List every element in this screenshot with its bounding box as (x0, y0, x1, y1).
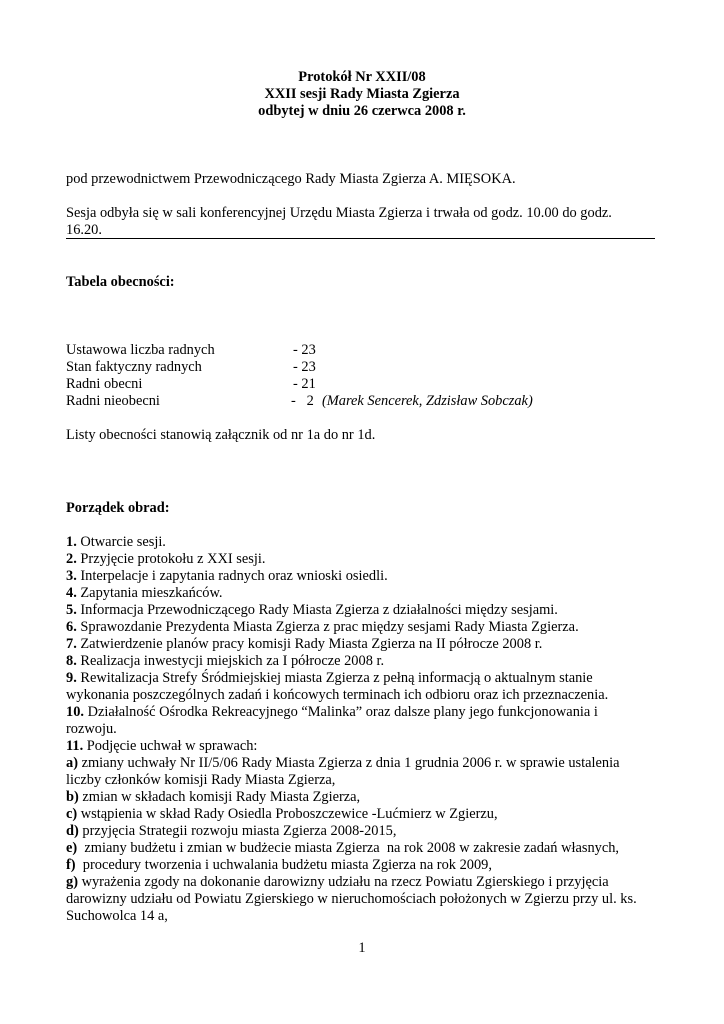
agenda-item (66, 551, 265, 568)
agenda-item (66, 670, 593, 687)
agenda-item-text: zmian w składach komisji Rady Miasta Zgierza, (78, 789, 361, 805)
agenda-item-continuation (66, 721, 117, 738)
attendance-value-absent: - 2 (291, 393, 314, 409)
agenda-item-text: Zapytania mieszkańców. (76, 585, 223, 601)
agenda-item-text: Interpelacje i zapytania radnych oraz wnioski osiedli. (76, 568, 388, 584)
agenda-item-text: Podjęcie uchwał w sprawach: (83, 738, 258, 754)
agenda-item-text: liczby członków komisji Rady Miasta Zgierza, (66, 772, 336, 788)
protocol-title: Protokół Nr XXII/08 (298, 69, 426, 85)
agenda-item-text: wyrażenia zgody na dokonanie darowizny udziału na rzecz Powiatu Zgierskiego i przyjęcia (78, 874, 609, 890)
agenda-item-number: 3. (66, 568, 77, 584)
agenda-heading: Porządek obrad: (66, 500, 170, 516)
agenda-item-text: rozwoju. (66, 721, 117, 737)
agenda-item-number: g) (66, 874, 78, 890)
agenda-item-number: 4. (66, 585, 77, 601)
chairperson-line: pod przewodnictwem Przewodniczącego Rady Miasta Zgierza A. MIĘSOKA. (66, 171, 516, 187)
agenda-item-text: zmiany budżetu i zmian w budżecie miasta Zgierza na rok 2008 w zakresie zadań własnych, (77, 840, 620, 856)
agenda-subitem (66, 755, 620, 772)
agenda-item (66, 585, 223, 602)
agenda-item-text: wstąpienia w skład Rady Osiedla Proboszczewice -Lućmierz w Zgierzu, (77, 806, 498, 822)
attendance-label-present: Radni obecni (66, 376, 143, 392)
session-info-line-2: 16.20. (66, 222, 102, 238)
agenda-item-text: Informacja Przewodniczącego Rady Miasta Zgierza z działalności między sesjami. (76, 602, 558, 618)
attendance-value-actual: - 23 (293, 359, 316, 375)
agenda-item-number: 7. (66, 636, 77, 652)
agenda-item-text: Zatwierdzenie planów pracy komisji Rady Miasta Zgierza na II półrocze 2008 r. (76, 636, 543, 652)
agenda-item-number: 1. (66, 534, 77, 550)
agenda-item (66, 568, 388, 585)
absent-names-note: (Marek Sencerek, Zdzisław Sobczak) (322, 393, 533, 409)
agenda-item-text: Przyjęcie protokołu z XXI sesji. (76, 551, 266, 567)
agenda-item (66, 534, 166, 551)
agenda-subitem (66, 789, 360, 806)
agenda-subitem (66, 823, 396, 840)
session-title: XXII sesji Rady Miasta Zgierza (264, 86, 460, 102)
session-date: odbytej w dniu 26 czerwca 2008 r. (258, 103, 466, 119)
agenda-item-number: 5. (66, 602, 77, 618)
attendance-value-present: - 21 (293, 376, 316, 392)
agenda-subitem (66, 874, 609, 891)
agenda-item-continuation (66, 687, 608, 704)
agenda-item-text: procedury tworzenia i uchwalania budżetu miasta Zgierza na rok 2009, (75, 857, 492, 873)
attendance-label-absent: Radni nieobecni (66, 393, 160, 409)
agenda-item-text: Suchowolca 14 a, (66, 908, 168, 924)
agenda-item-number: 6. (66, 619, 77, 635)
agenda-item-number: b) (66, 789, 79, 805)
agenda-item-number: c) (66, 806, 78, 822)
attendance-lists-note: Listy obecności stanowią załącznik od nr 1a do nr 1d. (66, 427, 376, 443)
agenda-item (66, 704, 598, 721)
agenda-item-text: przyjęcia Strategii rozwoju miasta Zgierza 2008-2015, (78, 823, 397, 839)
agenda-item-text: zmiany uchwały Nr II/5/06 Rady Miasta Zgierza z dnia 1 grudnia 2006 r. w sprawie ustalenia (78, 755, 620, 771)
agenda-subitem-continuation (66, 772, 335, 789)
agenda-subitem-continuation (66, 891, 637, 908)
agenda-item-text: Sprawozdanie Prezydenta Miasta Zgierza z prac między sesjami Rady Miasta Zgierza. (76, 619, 579, 635)
agenda-item (66, 653, 384, 670)
agenda-subitem (66, 840, 619, 857)
agenda-item-number: f) (66, 857, 76, 873)
agenda-item-number: d) (66, 823, 79, 839)
agenda-item (66, 738, 257, 755)
horizontal-divider (66, 238, 655, 239)
agenda-item (66, 636, 542, 653)
session-info-line-1: Sesja odbyła się w sali konferencyjnej Urzędu Miasta Zgierza i trwała od godz. 10.00 do godz. (66, 205, 612, 221)
agenda-item-text: Działalność Ośrodka Rekreacyjnego “Malinka” oraz dalsze plany jego funkcjonowania i (84, 704, 598, 720)
agenda-subitem (66, 806, 498, 823)
agenda-item-number: a) (66, 755, 78, 771)
attendance-value-statutory: - 23 (293, 342, 316, 358)
agenda-item-number: 11. (66, 738, 84, 754)
agenda-item-number: 10. (66, 704, 84, 720)
agenda-item-number: 8. (66, 653, 77, 669)
attendance-label-actual: Stan faktyczny radnych (66, 359, 202, 375)
agenda-item-number: 9. (66, 670, 77, 686)
agenda-item-text: Rewitalizacja Strefy Śródmiejskiej miasta Zgierza z pełną informacją o aktualnym stanie (76, 670, 593, 686)
agenda-item-text: darowizny udziału od Powiatu Zgierskiego w nieruchomościach położonych w Zgierzu przy ul. ks. (66, 891, 637, 907)
agenda-subitem-continuation (66, 908, 168, 925)
attendance-label-statutory: Ustawowa liczba radnych (66, 342, 215, 358)
agenda-item (66, 619, 579, 636)
agenda-subitem (66, 857, 492, 874)
agenda-item-text: Otwarcie sesji. (76, 534, 166, 550)
page-number: 1 (358, 940, 366, 956)
agenda-item-number: e) (66, 840, 78, 856)
attendance-heading: Tabela obecności: (66, 274, 175, 290)
agenda-item-text: wykonania poszczególnych zadań i końcowych terminach ich odbioru oraz ich przeznaczenia. (66, 687, 609, 703)
agenda-item-number: 2. (66, 551, 77, 567)
agenda-item (66, 602, 558, 619)
agenda-item-text: Realizacja inwestycji miejskich za I półrocze 2008 r. (76, 653, 385, 669)
